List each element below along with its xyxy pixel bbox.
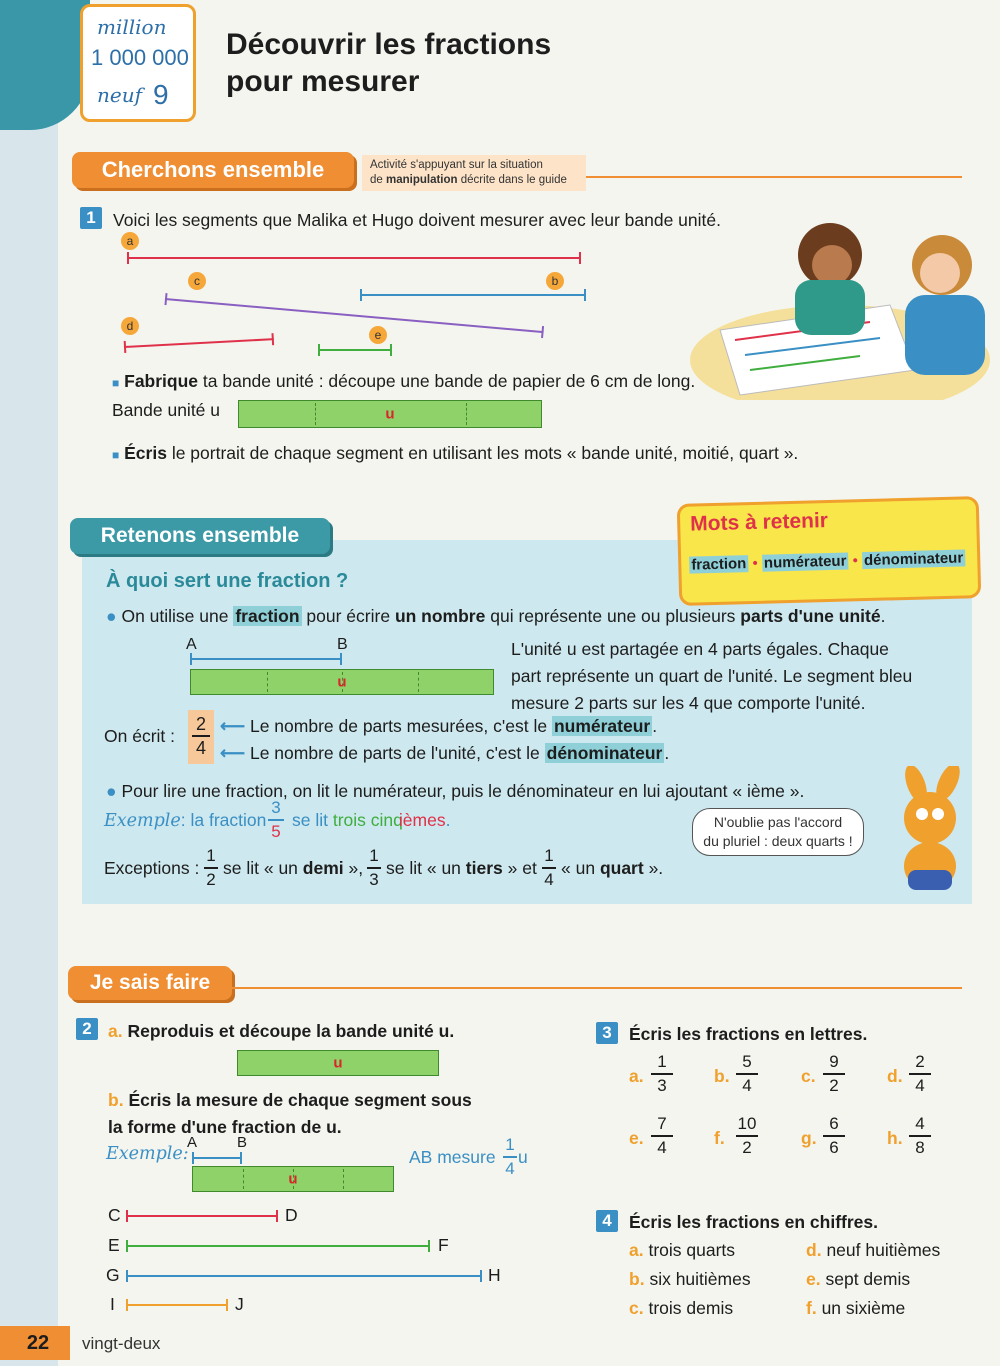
point-a: A [187,1134,198,1151]
point-h: H [488,1265,501,1285]
ab-unit: u [518,1147,528,1167]
page-title: Découvrir les fractions pour mesurer [226,28,552,98]
segment-ab [192,1157,242,1159]
example-reading-end: se lit trois cinqièmes. [292,810,451,830]
ex3-fraction: 2 4 [909,1052,931,1096]
point-d: D [285,1205,298,1225]
unit-explanation: L'unité u est partagée en 4 parts égales. Chaque part représente un quart de l'unité. Le segment bleu mesure 2 parts sur les 4 que comporte l'unité. [511,639,913,713]
segment-d [124,338,274,348]
ex2-part-b: b. Écris la mesure de chaque segment sous la forme d'une fraction de u. [108,1090,472,1137]
divider [232,987,962,989]
segment-label-b: b [546,272,564,290]
ex4-title: Écris les fractions en chiffres. [629,1212,878,1232]
bullet-icon: ● [106,781,117,801]
ex3-title: Écris les fractions en lettres. [629,1024,868,1044]
unit-band: u [238,400,542,428]
reading-rule: ● Pour lire une fraction, on lit le numérateur, puis le dénominateur en lui ajoutant « ième ». [106,781,805,801]
exercise-intro: Voici les segments que Malika et Hugo doivent mesurer avec leur bande unité. [113,210,721,230]
point-f: F [438,1235,449,1255]
ab-measure: AB mesure [409,1147,496,1167]
unit-band-example: u [190,669,494,695]
retenons-banner: Retenons ensemble [70,518,330,554]
fabrique-instruction: ■ Fabrique ta bande unité : découpe une bande de papier de 6 cm de long. [112,371,696,391]
bullet-icon: ● [106,606,117,626]
cherchons-banner: Cherchons ensemble [72,152,354,188]
segment-cd [126,1215,278,1217]
segment-b [360,294,586,296]
divider [586,176,962,178]
denominator-explanation: ⟵ Le nombre de parts de l'unité, c'est le dénominateur . [220,743,670,763]
ex3-fraction: 10 2 [737,1114,757,1157]
section-question: À quoi sert une fraction ? [106,570,349,592]
ecris-instruction: ■ Écris le portrait de chaque segment en utilisant les mots « bande unité, moitié, quart ». [112,443,799,463]
on-ecrit-label: On écrit : [104,726,175,746]
arrow-left-icon: ⟵ [220,743,246,763]
ex3-fraction: 5 4 [736,1052,758,1096]
exercise-number: 3 [596,1022,618,1044]
logo-digit: 9 [153,79,169,110]
page-number: 22 [0,1326,70,1360]
page-margin [0,0,58,1366]
keywords-box: Mots à retenir fraction • numérateur • dénominateur [677,496,982,606]
exercise-number: 4 [596,1210,618,1232]
definition-line: ● On utilise une fraction pour écrire un nombre qui représente une ou plusieurs parts d'une unité. [106,606,886,626]
bullet-icon: ■ [112,376,120,390]
exception-quart: « un quart ». [561,858,664,878]
fraction-1-2: 1 2 [204,846,218,890]
logo-word-2: neuf [97,83,142,107]
ex3-fraction: 6 6 [823,1114,845,1158]
ex3-item-label: c. [801,1066,816,1086]
exception-tiers: se lit « un tiers » et [386,858,537,878]
fraction-1-4: 1 4 [542,846,556,890]
ex4-item: a. trois quarts [629,1240,736,1260]
speech-bubble: N'oublie pas l'accord du pluriel : deux quarts ! [692,808,864,856]
number-logo [80,4,196,122]
exercise-number: 2 [76,1018,98,1040]
ex3-item-label: f. [714,1128,725,1148]
ex3-item-label: d. [887,1066,903,1086]
logo-number: 1 000 000 [91,45,189,70]
unit-band-ex2-example: u [192,1166,394,1192]
arrow-left-icon: ⟵ [220,716,246,736]
ex4-item: f. un sixième [806,1298,906,1318]
segment-e [318,349,392,351]
ex3-item-label: e. [629,1128,644,1148]
guide-note: Activité s'appuyant sur la situation de manipulation décrite dans le guide [362,155,586,191]
point-e: E [108,1235,120,1255]
segment-label-c: c [188,272,206,290]
point-j: J [235,1294,244,1314]
corner-tab [0,0,90,130]
segment-a [127,257,581,259]
segment-c [165,298,544,333]
ex3-fraction: 7 4 [651,1114,673,1158]
example-fraction: 2 4 [192,714,210,758]
band-label: Bande unité u [112,400,221,420]
segment-label-e: e [369,326,387,344]
jesais-banner: Je sais faire [68,966,232,1000]
ex4-item: c. trois demis [629,1298,734,1318]
page-number-words: vingt-deux [82,1334,161,1353]
numerator-explanation: ⟵ Le nombre de parts mesurées, c'est le numérateur . [220,716,658,736]
point-i: I [110,1294,115,1314]
exceptions-label: Exceptions : [104,858,200,878]
unit-band-ex2: u [237,1050,439,1076]
ex2-part-a: a. Reproduis et découpe la bande unité u. [108,1021,455,1041]
ex4-item: d. neuf huitièmes [806,1240,941,1260]
point-g: G [106,1265,120,1285]
logo-word: million [97,15,167,39]
segment-gh [126,1275,482,1277]
fraction-1-4: 1 4 [503,1135,517,1179]
ex4-item: b. six huitièmes [629,1269,751,1289]
ex4-item: e. sept demis [806,1269,911,1289]
segment-ab [190,658,342,660]
ex3-fraction: 1 3 [651,1052,673,1096]
ex3-fraction: 9 2 [823,1052,845,1096]
bullet-icon: ■ [112,448,120,462]
rabbit-mascot [878,766,978,906]
exception-demi: se lit « un demi », [223,858,364,878]
ex3-fraction: 4 8 [909,1114,931,1158]
segment-label-a: a [121,232,139,250]
segment-ij [126,1304,228,1306]
ex3-item-label: b. [714,1066,730,1086]
segment-ef [126,1245,430,1247]
segment-label-d: d [121,317,139,335]
exercise-number: 1 [80,207,102,229]
point-b: B [237,1134,248,1151]
fraction-3-5: 3 5 [268,798,284,842]
ex3-item-label: g. [801,1128,817,1148]
point-a: A [186,636,197,653]
point-c: C [108,1205,121,1225]
fraction-1-3: 1 3 [367,846,381,890]
children-illustration [690,210,990,400]
point-b: B [337,636,348,653]
ex3-item-label: h. [887,1128,903,1148]
ex2-exemple: Exemple: [106,1144,189,1164]
example-reading: Exemple: la fraction [104,810,267,831]
ex3-item-label: a. [629,1066,644,1086]
